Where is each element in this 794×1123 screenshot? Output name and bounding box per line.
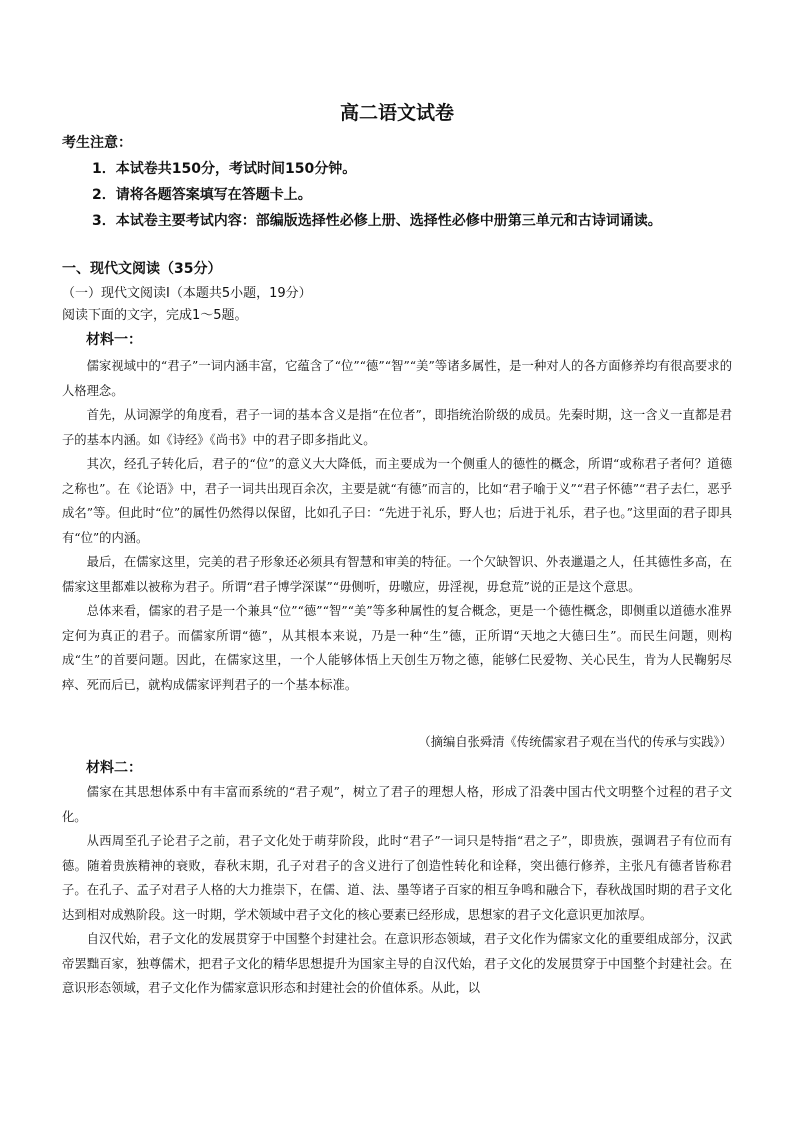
section-subheading: （一）现代文阅读Ⅰ（本题共5小题，19分） bbox=[62, 286, 312, 301]
material2-body bbox=[62, 780, 732, 1001]
section-heading: 一、现代文阅读（35分） bbox=[62, 261, 222, 277]
material2-paragraph: 从西周至孔子论君子之前，君子文化处于萌芽阶段，此时“君子”一词只是特指“君之子”，即贵族，强调君子有位而有德。随着贵族精神的衰败，春秋末期，孔子对君子的含义进行了创造性转化和诠释，突出德行修养，主张凡有德者皆称君子。在孔子、孟子对君子人格的大力推崇下，在儒、道、法、墨等诸子百家的相互争鸣和融合下，春秋战国时期的君子文化达到相对成熟阶段。这一时期，学术领域中君子文化的核心要素已经形成，思想家的君子文化意识更加浓厚。 bbox=[62, 834, 732, 922]
material2-paragraph: 自汉代始，君子文化的发展贯穿于中国整个封建社会。在意识形态领域，君子文化作为儒家文化的重要组成部分，汉武帝罢黜百家，独尊儒术，把君子文化的精华思想提升为国家主导的自汉代始，君子文化的发展贯穿于中国整个封建社会。在意识形态领域，君子文化作为儒家意识形态和封建社会的价值体系。从此，以 bbox=[62, 932, 732, 995]
material1-body bbox=[62, 354, 732, 697]
notice-item-2: 2．请将各题答案填写在答题卡上。 bbox=[92, 187, 312, 203]
material1-paragraph: 儒家视域中的“君子”一词内涵丰富，它蕴含了“位”“德”“智”“美”等诸多属性，是一种对人的各方面修养均有很高要求的人格理念。 bbox=[62, 359, 732, 398]
material1-paragraph: 总体来看，儒家的君子是一个兼具“位”“德”“智”“美”等多种属性的复合概念，更是一个德性概念，即侧重以道德水准界定何为真正的君子。而儒家所谓“德”，从其根本来说，乃是一种“生”德，正所谓“天地之大德曰生”。而民生问题，则构成“生”的首要问题。因此，在儒家这里，一个人能够体悟上天创生万物之德，能够仁民爱物、关心民生，肯为人民鞠躬尽瘁、死而后已，就构成儒家评判君子的一个基本标准。 bbox=[62, 604, 732, 692]
material1-label: 材料一： bbox=[86, 332, 142, 348]
page-title: 高二语文试卷 bbox=[339, 102, 454, 124]
material1-paragraph: 首先，从词源学的角度看，君子一词的基本含义是指“在位者”，即指统治阶级的成员。先秦时期，这一含义一直都是君子的基本内涵。如《诗经》《尚书》中的君子即多指此义。 bbox=[62, 408, 732, 447]
material2-paragraph: 儒家在其思想体系中有丰富而系统的“君子观”，树立了君子的理想人格，形成了沿袭中国古代文明整个过程的君子文化。 bbox=[62, 785, 732, 824]
notice-item-1: 1．本试卷共150分，考试时间150分钟。 bbox=[92, 161, 357, 177]
notice-heading: 考生注意： bbox=[62, 135, 132, 151]
material1-source: （摘编自张舜清《传统儒家君子观在当代的传承与实践》） bbox=[418, 735, 732, 749]
notice-item-3: 3．本试卷主要考试内容：部编版选择性必修上册、选择性必修中册第三单元和古诗词诵读。 bbox=[92, 213, 662, 229]
material2-label: 材料二： bbox=[86, 760, 142, 776]
material1-paragraph: 其次，经孔子转化后，君子的“位”的意义大大降低，而主要成为一个侧重人的德性的概念，所谓“或称君子者何？道德之称也”。在《论语》中，君子一词共出现百余次，主要是就“有德”而言的，比如“君子喻于义”“君子怀德”“君子去仁，恶乎成名”等。但此时“位”的属性仍然得以保留，比如孔子曰：“先进于礼乐，野人也；后进于礼乐，君子也。”这里面的君子即具有“位”的内涵。 bbox=[62, 457, 732, 545]
material1-paragraph: 最后，在儒家这里，完美的君子形象还必须具有智慧和审美的特征。一个欠缺智识、外表邋遢之人，任其德性多高，在儒家这里都难以被称为君子。所谓“君子博学深谋”“毋侧听，毋噭应，毋淫视，毋怠荒”说的正是这个意思。 bbox=[62, 555, 732, 594]
section-instruction: 阅读下面的文字，完成1～5题。 bbox=[62, 308, 248, 323]
